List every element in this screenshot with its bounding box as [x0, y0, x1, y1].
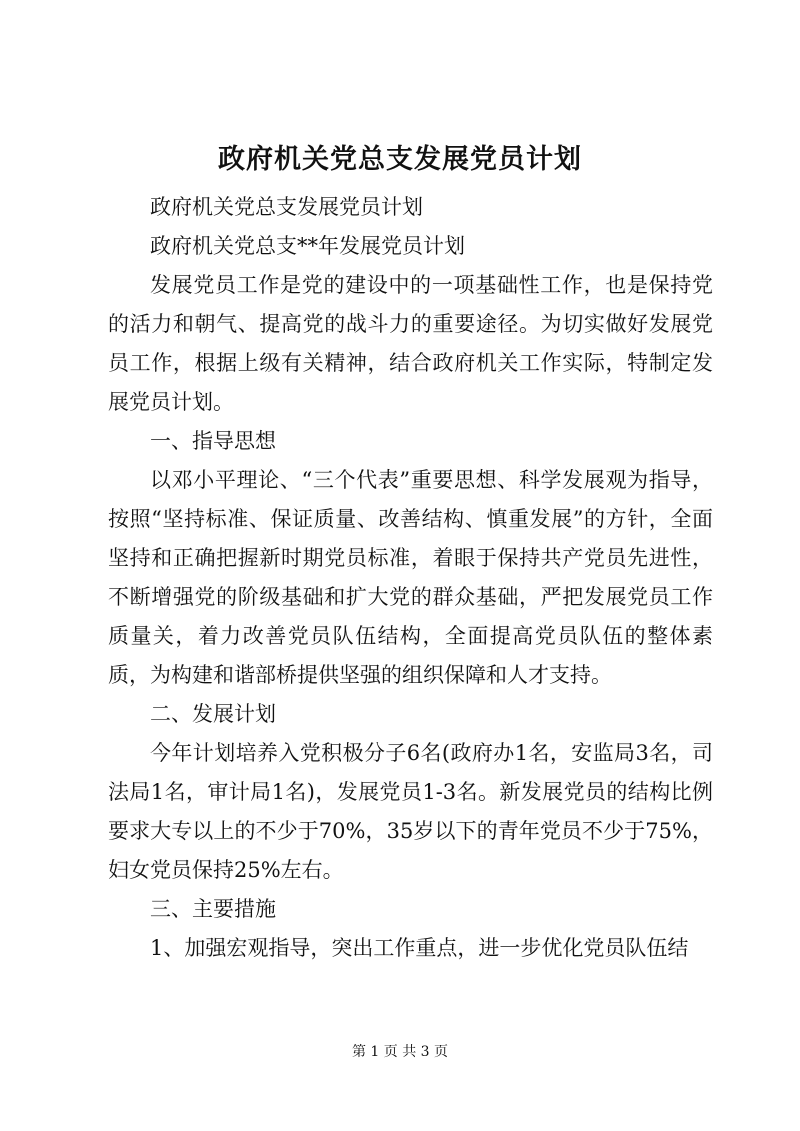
- page-number: 第 1 页 共 3 页: [351, 1044, 449, 1060]
- paragraph-development-plan: 今年计划培养入党积极分子6名(政府办1名，安监局3名，司法局1名，审计局1名)，发展党员1-3名。新发展党员的结构比例要求大专以上的不少于70%，35岁以下的青年党员不少于75%，妇女党员保持25%左右。: [108, 741, 713, 882]
- section-heading-main-measures: 三、主要措施: [150, 897, 276, 921]
- section-heading-development-plan: 二、发展计划: [150, 702, 276, 726]
- section-heading-guiding-ideology: 一、指导思想: [150, 429, 276, 453]
- paragraph-plan-title: 政府机关党总支**年发展党员计划: [150, 234, 465, 258]
- paragraph-subtitle: 政府机关党总支发展党员计划: [150, 195, 423, 219]
- paragraph-guiding-ideology: 以邓小平理论、“三个代表”重要思想、科学发展观为指导，按照“坚持标准、保证质量、改善结构、慎重发展”的方针，全面坚持和正确把握新时期党员标准，着眼于保持共产党员先进性，不断增强党的阶级基础和扩大党的群众基础，严把发展党员工作质量关，着力改善党员队伍结构，全面提高党员队伍的整体素质，为构建和谐部桥提供坚强的组织保障和人才支持。: [108, 468, 713, 687]
- paragraph-measure-1: 1、加强宏观指导，突出工作重点，进一步优化党员队伍结: [150, 936, 689, 960]
- document-body: [108, 188, 713, 968]
- paragraph-intro: 发展党员工作是党的建设中的一项基础性工作，也是保持党的活力和朝气、提高党的战斗力的重要途径。为切实做好发展党员工作，根据上级有关精神，结合政府机关工作实际，特制定发展党员计划。: [108, 273, 713, 414]
- document-title: 政府机关党总支发展党员计划: [218, 144, 582, 175]
